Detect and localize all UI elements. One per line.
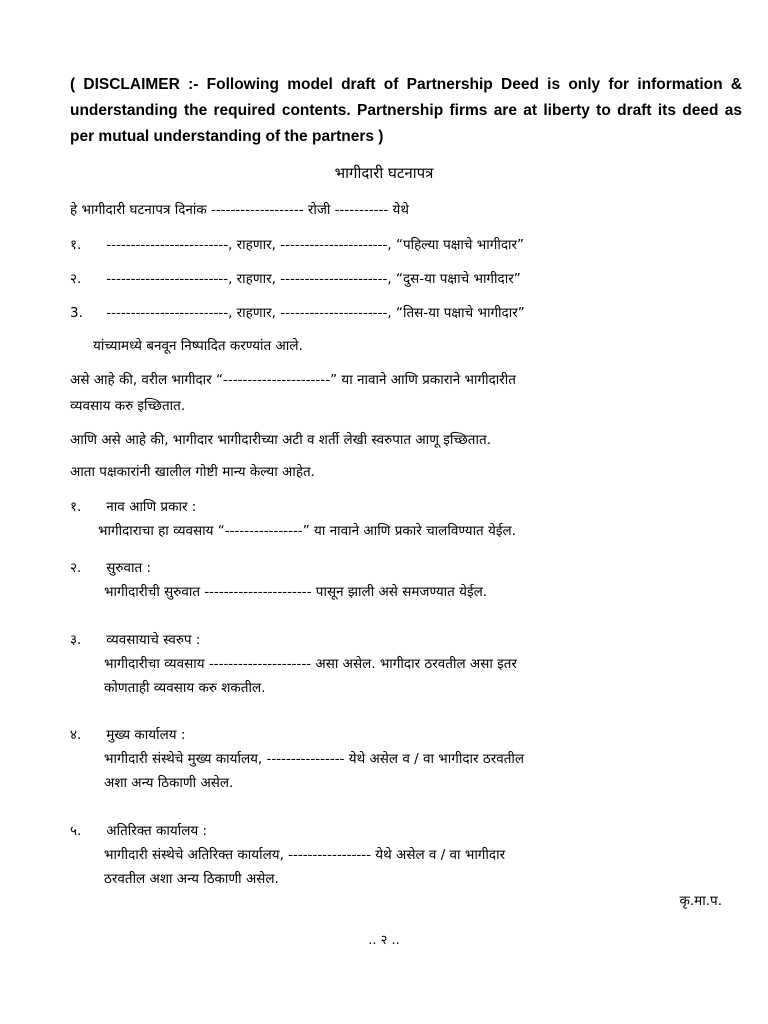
party-2-number: २. [70, 271, 82, 287]
para1-line2: व्यवसाय करु इच्छितात. [70, 398, 186, 414]
section-1-line-1: भागीदाराचा हा व्यवसाय “----------------” या नावाने आणि प्रकारे चालविण्यात येईल. [98, 523, 516, 539]
para1-line1: असे आहे की, वरील भागीदार “----------------------” या नावाने आणि प्रकाराने भागीदारीत [70, 372, 516, 388]
section-5-heading [70, 821, 207, 839]
document-title: भागीदारी घटनापत्र [334, 164, 434, 182]
section-1-number: १. [70, 499, 82, 515]
party-3-number: 3. [70, 305, 83, 321]
section-5-line-2: ठरवतील अशा अन्य ठिकाणी असेल. [104, 871, 279, 887]
section-5-title: अतिरिक्त कार्यालय : [106, 823, 208, 839]
page-number: .. २ .. [368, 933, 400, 948]
section-2-title: सुरुवात : [106, 560, 152, 576]
section-3-line-2: कोणताही व्यवसाय करु शकतील. [104, 680, 266, 696]
party-1-text: -------------------------, राहणार, ----------------------, “पहिल्या पक्षाचे भागीदार” [106, 237, 525, 253]
section-4-line-2: अशा अन्य ठिकाणी असेल. [104, 775, 234, 791]
executed-line: यांच्यामध्ये बनवून निष्पादित करण्यांत आले. [93, 338, 303, 354]
section-4-title: मुख्य कार्यालय : [106, 727, 186, 743]
disclaimer: ( DISCLAIMER :- Following model draft of Partnership Deed is only for information & understanding the required contents. Partnership firms are at liberty to draft its deed as per mutual understanding of the partners ) [70, 76, 742, 145]
party-1 [70, 235, 524, 253]
section-5-line-1: भागीदारी संस्थेचे अतिरिक्त कार्यालय, ----------------- येथे असेल व / वा भागीदार [104, 847, 506, 863]
section-2-number: २. [70, 560, 82, 576]
section-3-title: व्यवसायाचे स्वरुप : [106, 632, 201, 648]
section-4-number: ४. [70, 727, 82, 743]
party-3 [70, 303, 525, 321]
section-3-heading [70, 630, 200, 648]
section-5-number: ५. [70, 823, 82, 839]
party-1-number: १. [70, 237, 82, 253]
section-2-heading [70, 558, 151, 576]
para3: आता पक्षकारांनी खालील गोष्टी मान्य केल्या आहेत. [70, 464, 315, 480]
section-4-line-1: भागीदारी संस्थेचे मुख्य कार्यालय, ---------------- येथे असेल व / वा भागीदार ठरवतील [104, 751, 525, 767]
section-1-title: नाव आणि प्रकार : [106, 499, 197, 515]
section-1-heading [70, 497, 196, 515]
party-2 [70, 269, 521, 287]
intro-line: हे भागीदारी घटनापत्र दिनांक ------------------- रोजी ----------- येथे [70, 202, 410, 218]
para2: आणि असे आहे की, भागीदार भागीदारीच्या अटी व शर्ती लेखी स्वरुपात आणू इच्छितात. [70, 432, 491, 448]
section-2-line-1: भागीदारीची सुरुवात ---------------------- पासून झाली असे समजण्यात येईल. [104, 584, 488, 600]
party-2-text: -------------------------, राहणार, ----------------------, “दुस-या पक्षाचे भागीदार” [106, 271, 521, 287]
please-turn-over: कृ.मा.प. [679, 893, 722, 909]
section-3-number: ३. [70, 632, 82, 648]
section-4-heading [70, 725, 185, 743]
party-3-text: -------------------------, राहणार, ----------------------, “तिस-या पक्षाचे भागीदार” [106, 305, 525, 321]
section-3-line-1: भागीदारीचा व्यवसाय --------------------- असा असेल. भागीदार ठरवतील असा इतर [104, 656, 517, 672]
